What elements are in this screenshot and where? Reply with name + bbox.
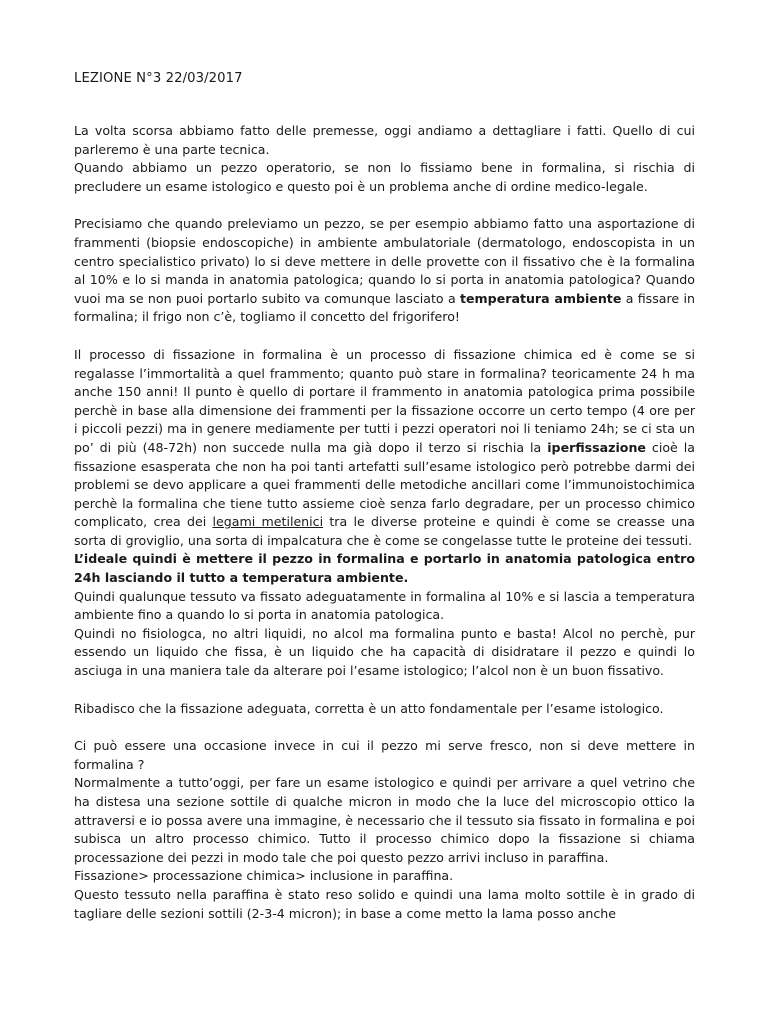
text-span: cioè la fissazione esasperata che non ha poi tanti artefatti sull’esame istologico però potrebbe darmi dei problemi se devo applicare a quei frammenti delle metodiche ancillari come l’immunoistochimica perchè la formalina che tiene tutto assieme cioè senza farlo degradare, per un processo chimico complicato, crea dei [74,439,695,530]
paragraph-paraffin: Questo tessuto nella paraffina è stato reso solido e quindi una lama molto sottile è in grado di tagliare delle sezioni sottili (2-3-4 micron); in base a come metto la lama posso anche [74,886,695,921]
paragraph-surgical-specimen: Quando abbiamo un pezzo operatorio, se non lo fissiamo bene in formalina, si rischia di precludere un esame istologico e questo poi è un problema anche di ordine medico-legale. [74,160,695,194]
paragraph-ideal-bold: L’ideale quindi è mettere il pezzo in formalina e portarlo in anatomia patologica entro 24h lasciando il tutto a temperatura ambiente. [74,551,695,586]
paragraph-steps: Fissazione> processazione chimica> inclusione in paraffina. [74,868,454,884]
paragraph-reiterate: Ribadisco che la fissazione adeguata, corretta è un atto fondamentale per l’esame istologico. [74,700,664,716]
bold-temperatura-ambiente: temperatura ambiente [460,290,622,306]
paragraph-tissue-fixation: Quindi qualunque tessuto va fissato adeguatamente in formalina al 10% e si lascia a temperatura ambiente fino a quando lo si porta in anatomia patologica. [74,588,695,623]
text-span: tra le diverse proteine e quindi è come se creasse una sorta di groviglio, una sorta di impalcatura che è come se congelasse tutte le proteine dei tessuti. [74,514,695,548]
text-span: a fissare in formalina; il frigo non c’è, togliamo il concetto del frigorifero! [74,290,695,325]
lesson-title: LEZIONE N°3 22/03/2017 [74,71,243,86]
text-span: Precisiamo che quando preleviamo un pezzo, se per esempio abbiamo fatto una asportazione di frammenti (biopsie endoscopiche) in ambiente ambulatoriale (dermatologo, endoscopista in un centro specialistico privato) lo si deve mettere in delle provette con il fissativo che è la formalina al 10% e lo si manda in anatomia patologica; quando lo si porta in anatomia patologica? Quando vuoi ma se non puoi portarlo subito va comunque lasciato a [74,216,695,306]
paragraph-biopsy-handling [74,215,695,327]
underlined-legami-metilenici: legami metilenici [212,514,324,530]
paragraph-intro: La volta scorsa abbiamo fatto delle premesse, oggi andiamo a dettagliare i fatti. Quello di cui parleremo è una parte tecnica. [74,123,695,157]
paragraph-fixation-process [74,346,695,551]
paragraph-gap [74,196,695,215]
bold-iperfissazione: iperfissazione [547,439,646,455]
paragraph-gap [74,681,695,700]
paragraph-histology-process: Normalmente a tutto’oggi, per fare un esame istologico e quindi per arrivare a quel vetrino che ha distesa una sezione sottile di qualche micron in modo che la luce del microscopio ottico la attraversi e io possa avere una immagine, è necessario che il tessuto sia fissato in formalina e poi subisca un altro processo chimico. Tutto il processo chimico dopo la fissazione si chiama processazione dei pezzi in modo tale che poi questo pezzo arrivi incluso in paraffina. [74,775,695,865]
paragraph-gap [74,718,695,737]
text-span: Il processo di fissazione in formalina è un processo di fissazione chimica ed è come se si regalasse l’immortalità a quel frammento; quanto può stare in formalina? teoricamente 24 h ma anche 150 anni! Il punto è quello di portare il frammento in anatomia patologica prima possibile perchè in base alla dimensione dei frammenti per la fissazione occorre un certo tempo (4 ore per i piccoli pezzi) ma in genere mediamente per tutti i pezzi operatori noi li teniamo 24h; se ci sta un po’ di più (48-72h) non succede nulla ma già dopo il terzo si rischia la [74,346,695,455]
paragraph-gap [74,327,695,346]
paragraph-fresh-question: Ci può essere una occasione invece in cui il pezzo mi serve fresco, non si deve mettere in formalina ? [74,738,695,772]
paragraph-no-alcohol: Quindi no fisiologca, no altri liquidi, no alcol ma formalina punto e basta! Alcol no perchè, pur essendo un liquido che fissa, è un liquido che ha capacità di disidratare il pezzo e quindi lo asciuga in una maniera tale da alterare poi l’esame istologico; l’alcol non è un buon fissativo. [74,625,695,679]
document-body [74,122,695,923]
